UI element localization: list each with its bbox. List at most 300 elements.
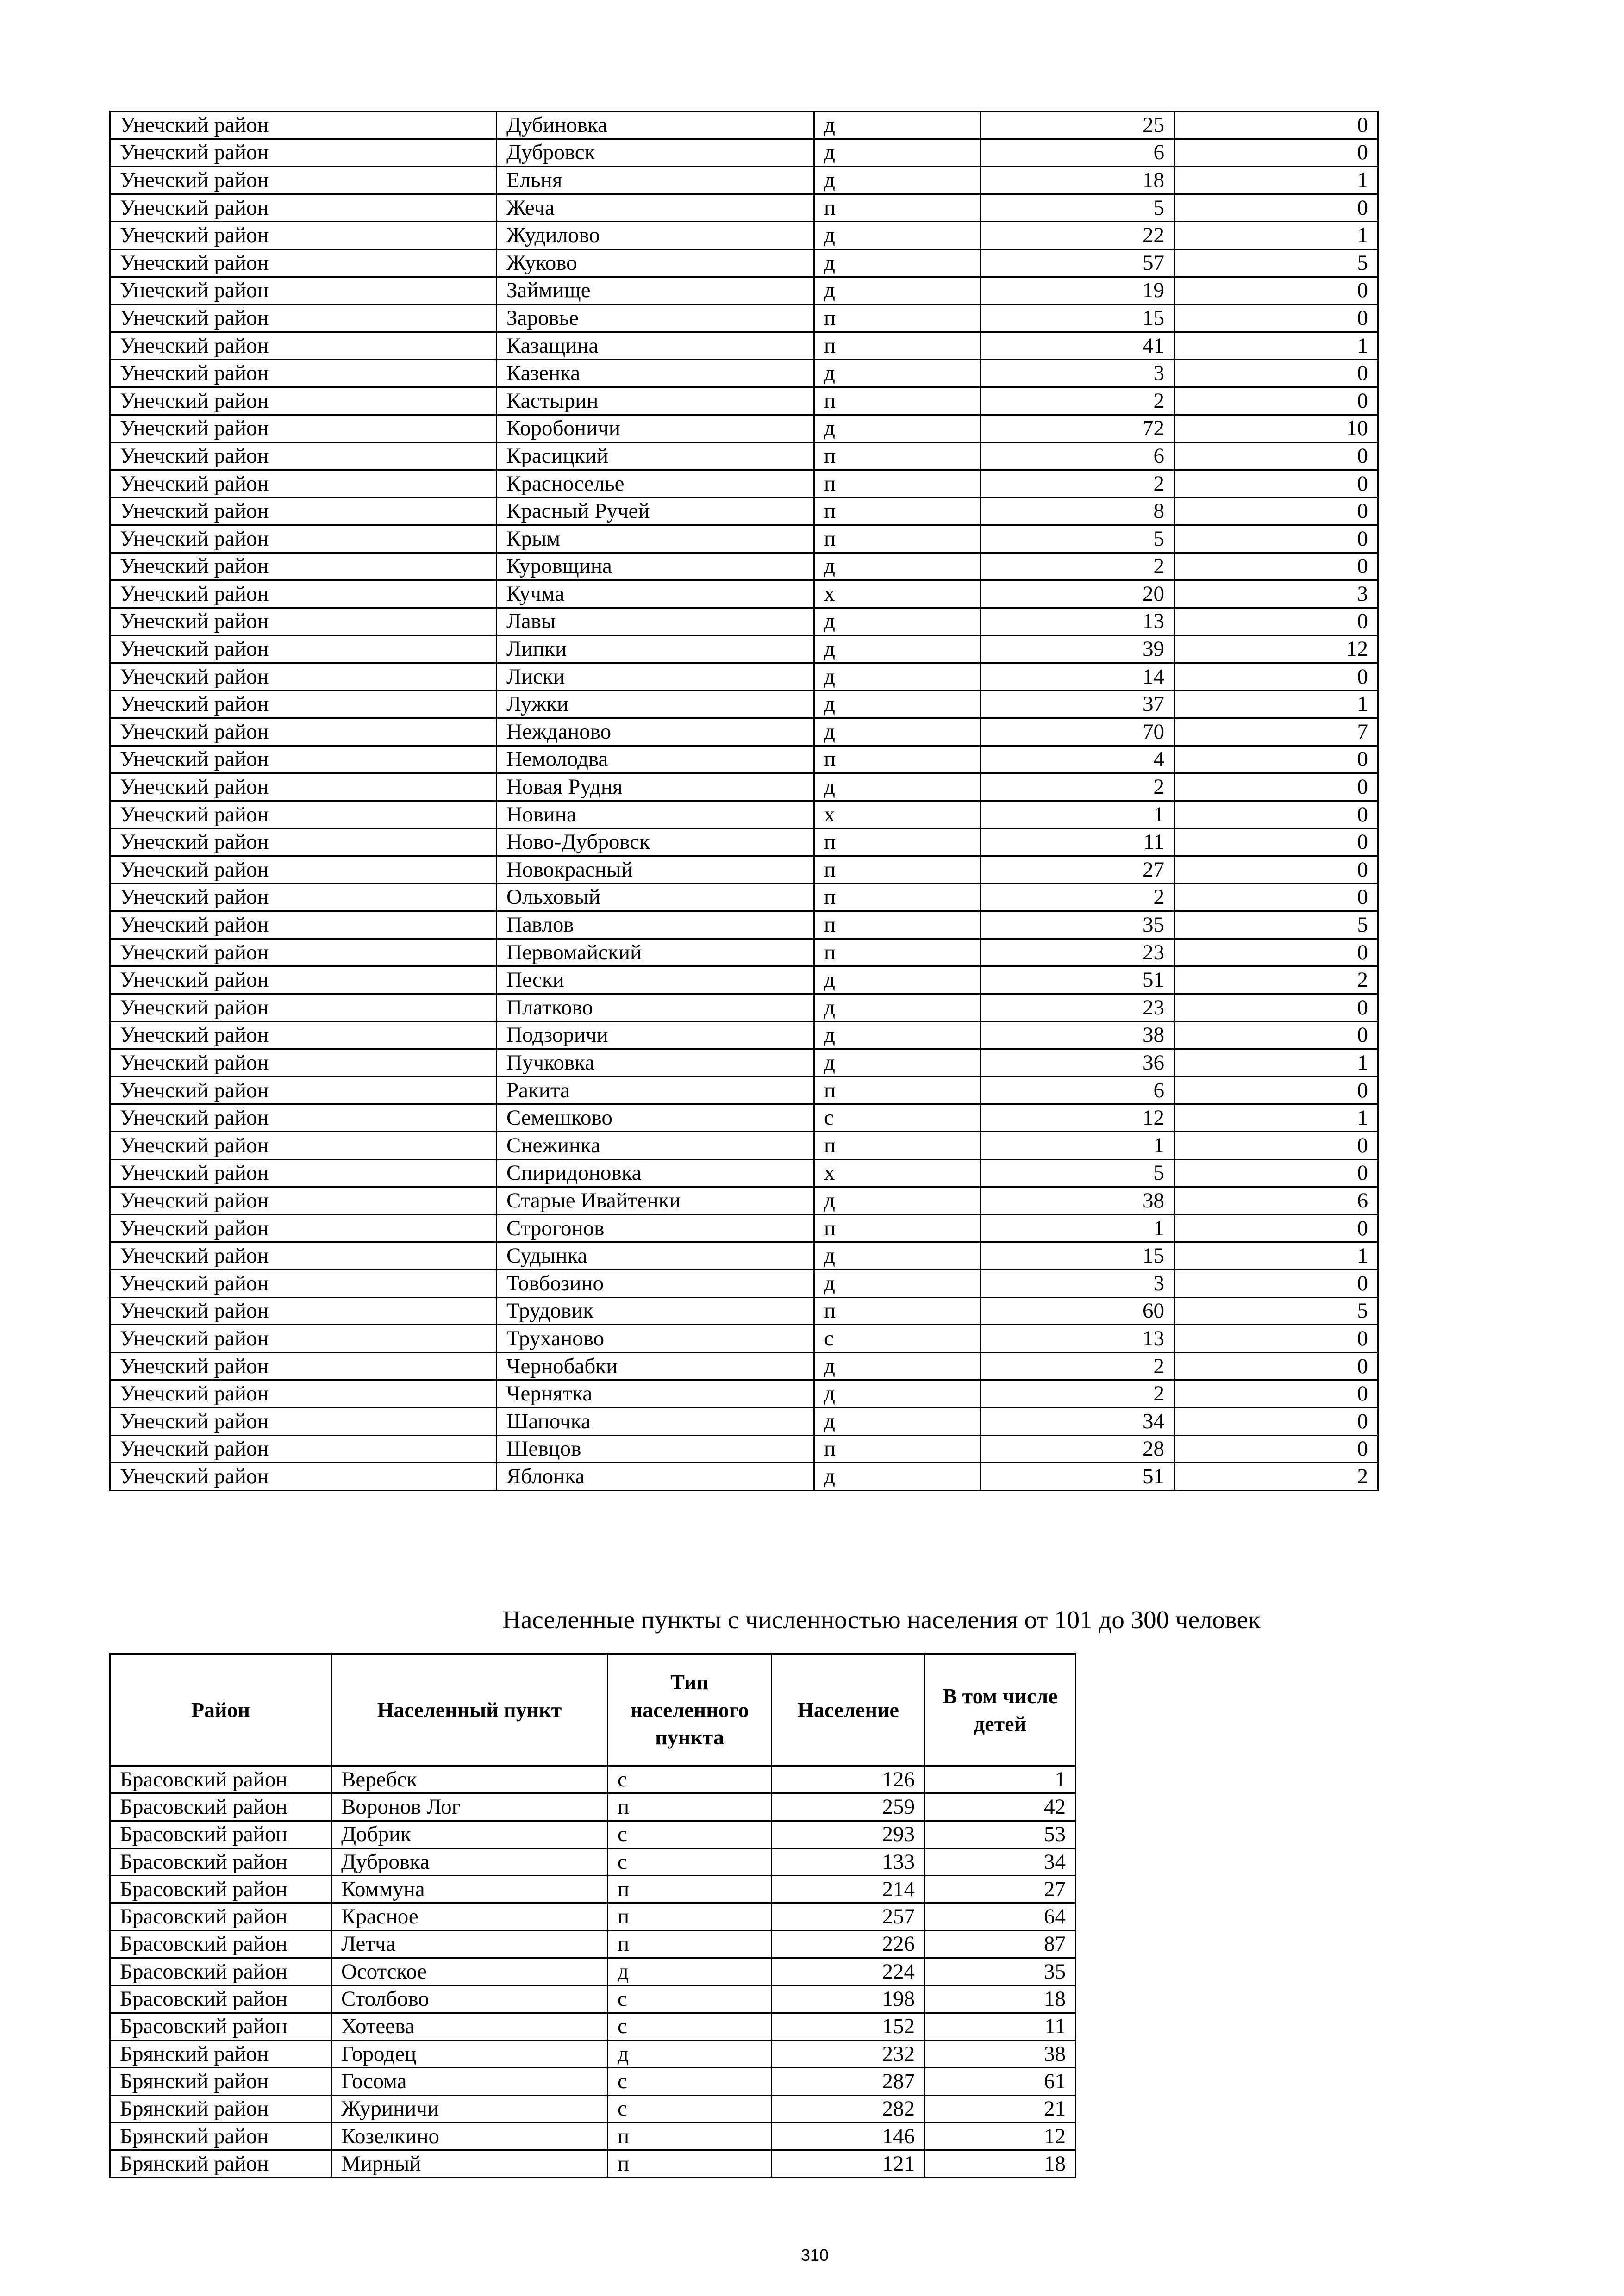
population-cell: 57 xyxy=(981,249,1174,277)
children-cell: 6 xyxy=(1174,1187,1378,1215)
column-header: Район xyxy=(110,1654,331,1766)
settlement-cell: Новокрасный xyxy=(497,856,814,884)
children-cell: 18 xyxy=(925,2150,1076,2178)
settlement-cell: Мирный xyxy=(331,2150,608,2178)
district-cell: Унечский район xyxy=(110,1132,497,1159)
type-cell: д xyxy=(814,691,981,718)
settlement-cell: Старые Ивайтенки xyxy=(497,1187,814,1215)
population-cell: 2 xyxy=(981,470,1174,498)
type-cell: д xyxy=(814,608,981,635)
children-cell: 12 xyxy=(925,2122,1076,2150)
district-cell: Унечский район xyxy=(110,553,497,580)
children-cell: 0 xyxy=(1174,994,1378,1022)
children-cell: 1 xyxy=(1174,691,1378,718)
population-cell: 2 xyxy=(981,387,1174,415)
type-cell: д xyxy=(814,1049,981,1077)
type-cell: п xyxy=(608,2122,772,2150)
table-row xyxy=(110,553,1378,580)
table-row xyxy=(110,1821,1076,1848)
settlement-cell: Липки xyxy=(497,635,814,663)
settlement-cell: Летча xyxy=(331,1930,608,1958)
population-cell: 23 xyxy=(981,994,1174,1022)
children-cell: 0 xyxy=(1174,1132,1378,1159)
type-cell: п xyxy=(608,1930,772,1958)
settlement-cell: Крым xyxy=(497,525,814,553)
children-cell: 7 xyxy=(1174,718,1378,746)
district-cell: Унечский район xyxy=(110,608,497,635)
type-cell: п xyxy=(814,1076,981,1104)
table-row xyxy=(110,1187,1378,1215)
district-cell: Брасовский район xyxy=(110,1848,331,1875)
children-cell: 53 xyxy=(925,1821,1076,1848)
settlement-cell: Госома xyxy=(331,2068,608,2095)
type-cell: п xyxy=(814,939,981,966)
population-cell: 15 xyxy=(981,305,1174,332)
district-cell: Унечский район xyxy=(110,387,497,415)
population-cell: 70 xyxy=(981,718,1174,746)
type-cell: д xyxy=(814,1463,981,1491)
type-cell: п xyxy=(814,911,981,939)
population-cell: 282 xyxy=(772,2095,925,2122)
type-cell: д xyxy=(814,1187,981,1215)
population-cell: 25 xyxy=(981,112,1174,139)
type-cell: п xyxy=(814,1297,981,1325)
district-cell: Брасовский район xyxy=(110,1958,331,1985)
settlement-cell: Хотеева xyxy=(331,2013,608,2040)
population-cell: 34 xyxy=(981,1407,1174,1435)
table-row xyxy=(110,1076,1378,1104)
population-cell: 1 xyxy=(981,801,1174,828)
district-cell: Унечский район xyxy=(110,1242,497,1270)
settlement-cell: Дубровск xyxy=(497,139,814,167)
settlements-table-101-300 xyxy=(109,1653,1076,2178)
type-cell: д xyxy=(814,167,981,194)
children-cell: 5 xyxy=(1174,911,1378,939)
district-cell: Унечский район xyxy=(110,139,497,167)
type-cell: п xyxy=(814,856,981,884)
district-cell: Унечский район xyxy=(110,939,497,966)
population-cell: 18 xyxy=(981,167,1174,194)
type-cell: п xyxy=(814,884,981,911)
table-row xyxy=(110,994,1378,1022)
population-cell: 22 xyxy=(981,222,1174,249)
table-row xyxy=(110,360,1378,387)
children-cell: 0 xyxy=(1174,663,1378,691)
table-row xyxy=(110,1297,1378,1325)
children-cell: 1 xyxy=(1174,1242,1378,1270)
type-cell: п xyxy=(608,2150,772,2178)
settlement-cell: Ельня xyxy=(497,167,814,194)
district-cell: Унечский район xyxy=(110,1049,497,1077)
type-cell: с xyxy=(814,1325,981,1353)
children-cell: 2 xyxy=(1174,1463,1378,1491)
children-cell: 0 xyxy=(1174,498,1378,525)
table-row xyxy=(110,194,1378,222)
settlement-cell: Ракита xyxy=(497,1076,814,1104)
children-cell: 10 xyxy=(1174,415,1378,442)
population-cell: 257 xyxy=(772,1903,925,1930)
children-cell: 0 xyxy=(1174,608,1378,635)
population-cell: 293 xyxy=(772,1821,925,1848)
table-row xyxy=(110,305,1378,332)
type-cell: х xyxy=(814,801,981,828)
type-cell: д xyxy=(814,1269,981,1297)
settlement-cell: Лужки xyxy=(497,691,814,718)
settlement-cell: Лиски xyxy=(497,663,814,691)
population-cell: 15 xyxy=(981,1242,1174,1270)
type-cell: д xyxy=(814,1380,981,1408)
table-row xyxy=(110,1214,1378,1242)
settlement-cell: Кучма xyxy=(497,580,814,608)
population-cell: 146 xyxy=(772,2122,925,2150)
settlement-cell: Ново-Дубровск xyxy=(497,828,814,856)
type-cell: д xyxy=(814,1021,981,1049)
settlement-cell: Чернобабки xyxy=(497,1352,814,1380)
settlement-cell: Красный Ручей xyxy=(497,498,814,525)
children-cell: 5 xyxy=(1174,1297,1378,1325)
population-cell: 226 xyxy=(772,1930,925,1958)
table-row xyxy=(110,884,1378,911)
children-cell: 0 xyxy=(1174,194,1378,222)
table-row xyxy=(110,1463,1378,1491)
children-cell: 0 xyxy=(1174,442,1378,470)
type-cell: д xyxy=(814,718,981,746)
population-cell: 38 xyxy=(981,1187,1174,1215)
table-row xyxy=(110,139,1378,167)
type-cell: п xyxy=(814,442,981,470)
type-cell: с xyxy=(608,2013,772,2040)
table-row xyxy=(110,939,1378,966)
settlement-cell: Осотское xyxy=(331,1958,608,1985)
table-row xyxy=(110,1021,1378,1049)
settlement-cell: Лавы xyxy=(497,608,814,635)
type-cell: п xyxy=(814,470,981,498)
table-row xyxy=(110,1407,1378,1435)
population-cell: 51 xyxy=(981,1463,1174,1491)
type-cell: с xyxy=(608,1821,772,1848)
population-cell: 72 xyxy=(981,415,1174,442)
settlement-cell: Строгонов xyxy=(497,1214,814,1242)
table-row xyxy=(110,635,1378,663)
population-cell: 2 xyxy=(981,773,1174,801)
type-cell: д xyxy=(814,663,981,691)
settlement-cell: Немолодва xyxy=(497,746,814,773)
children-cell: 1 xyxy=(925,1766,1076,1793)
type-cell: п xyxy=(608,1876,772,1903)
type-cell: с xyxy=(608,1766,772,1793)
district-cell: Унечский район xyxy=(110,828,497,856)
district-cell: Брянский район xyxy=(110,2150,331,2178)
type-cell: с xyxy=(608,2095,772,2122)
district-cell: Унечский район xyxy=(110,112,497,139)
district-cell: Унечский район xyxy=(110,1269,497,1297)
district-cell: Унечский район xyxy=(110,470,497,498)
table-row xyxy=(110,498,1378,525)
settlement-cell: Товбозино xyxy=(497,1269,814,1297)
children-cell: 0 xyxy=(1174,1159,1378,1187)
population-cell: 152 xyxy=(772,2013,925,2040)
children-cell: 35 xyxy=(925,1958,1076,1985)
table-row xyxy=(110,1766,1076,1793)
settlement-cell: Жудилово xyxy=(497,222,814,249)
children-cell: 3 xyxy=(1174,580,1378,608)
population-cell: 8 xyxy=(981,498,1174,525)
type-cell: п xyxy=(814,387,981,415)
settlement-cell: Журиничи xyxy=(331,2095,608,2122)
type-cell: д xyxy=(814,966,981,994)
table-row xyxy=(110,1159,1378,1187)
settlement-cell: Красицкий xyxy=(497,442,814,470)
settlement-cell: Нежданово xyxy=(497,718,814,746)
district-cell: Унечский район xyxy=(110,635,497,663)
district-cell: Брасовский район xyxy=(110,2013,331,2040)
district-cell: Унечский район xyxy=(110,305,497,332)
table-row xyxy=(110,1848,1076,1875)
table-row xyxy=(110,222,1378,249)
children-cell: 0 xyxy=(1174,525,1378,553)
district-cell: Брянский район xyxy=(110,2068,331,2095)
district-cell: Брасовский район xyxy=(110,1821,331,1848)
type-cell: п xyxy=(814,332,981,360)
children-cell: 1 xyxy=(1174,167,1378,194)
table-row xyxy=(110,718,1378,746)
population-cell: 19 xyxy=(981,277,1174,305)
children-cell: 0 xyxy=(1174,746,1378,773)
population-cell: 6 xyxy=(981,139,1174,167)
settlement-cell: Столбово xyxy=(331,1985,608,2013)
district-cell: Унечский район xyxy=(110,746,497,773)
children-cell: 0 xyxy=(1174,1076,1378,1104)
type-cell: п xyxy=(608,1903,772,1930)
district-cell: Унечский район xyxy=(110,856,497,884)
population-cell: 4 xyxy=(981,746,1174,773)
district-cell: Унечский район xyxy=(110,1325,497,1353)
column-header: Населенный пункт xyxy=(331,1654,608,1766)
district-cell: Унечский район xyxy=(110,1104,497,1132)
settlement-cell: Шевцов xyxy=(497,1435,814,1463)
children-cell: 0 xyxy=(1174,939,1378,966)
table-row xyxy=(110,801,1378,828)
population-cell: 287 xyxy=(772,2068,925,2095)
population-cell: 133 xyxy=(772,1848,925,1875)
table-row xyxy=(110,525,1378,553)
district-cell: Унечский район xyxy=(110,194,497,222)
type-cell: д xyxy=(814,360,981,387)
population-cell: 259 xyxy=(772,1793,925,1821)
type-cell: п xyxy=(814,525,981,553)
table-row xyxy=(110,1876,1076,1903)
table-row xyxy=(110,1104,1378,1132)
children-cell: 0 xyxy=(1174,1352,1378,1380)
table-row xyxy=(110,1930,1076,1958)
type-cell: п xyxy=(608,1793,772,1821)
children-cell: 1 xyxy=(1174,1049,1378,1077)
children-cell: 0 xyxy=(1174,470,1378,498)
children-cell: 0 xyxy=(1174,553,1378,580)
population-cell: 13 xyxy=(981,608,1174,635)
type-cell: с xyxy=(608,1848,772,1875)
page-number: 310 xyxy=(801,2246,829,2265)
type-cell: д xyxy=(814,112,981,139)
table-row xyxy=(110,442,1378,470)
section-title: Населенные пункты с численностью населения от 101 до 300 человек xyxy=(502,1605,1261,1634)
type-cell: д xyxy=(608,1958,772,1985)
table-row xyxy=(110,1958,1076,1985)
type-cell: д xyxy=(814,1242,981,1270)
type-cell: д xyxy=(608,2040,772,2067)
table-row xyxy=(110,2068,1076,2095)
population-cell: 41 xyxy=(981,332,1174,360)
table-row xyxy=(110,1242,1378,1270)
district-cell: Брянский район xyxy=(110,2095,331,2122)
table-row xyxy=(110,691,1378,718)
population-cell: 1 xyxy=(981,1132,1174,1159)
district-cell: Унечский район xyxy=(110,911,497,939)
population-cell: 36 xyxy=(981,1049,1174,1077)
table-row xyxy=(110,1049,1378,1077)
settlement-cell: Козелкино xyxy=(331,2122,608,2150)
children-cell: 27 xyxy=(925,1876,1076,1903)
district-cell: Унечский район xyxy=(110,1463,497,1491)
district-cell: Брасовский район xyxy=(110,1876,331,1903)
district-cell: Брасовский район xyxy=(110,1930,331,1958)
population-cell: 12 xyxy=(981,1104,1174,1132)
district-cell: Брасовский район xyxy=(110,1985,331,2013)
district-cell: Унечский район xyxy=(110,966,497,994)
table-row xyxy=(110,1435,1378,1463)
children-cell: 0 xyxy=(1174,1214,1378,1242)
population-cell: 20 xyxy=(981,580,1174,608)
children-cell: 11 xyxy=(925,2013,1076,2040)
population-cell: 198 xyxy=(772,1985,925,2013)
district-cell: Унечский район xyxy=(110,691,497,718)
table-header-row xyxy=(110,1654,1076,1766)
population-cell: 37 xyxy=(981,691,1174,718)
type-cell: п xyxy=(814,1435,981,1463)
type-cell: с xyxy=(814,1104,981,1132)
settlement-cell: Труханово xyxy=(497,1325,814,1353)
population-cell: 2 xyxy=(981,884,1174,911)
district-cell: Унечский район xyxy=(110,1297,497,1325)
type-cell: п xyxy=(814,498,981,525)
type-cell: д xyxy=(814,635,981,663)
settlement-cell: Кастырин xyxy=(497,387,814,415)
type-cell: п xyxy=(814,828,981,856)
settlement-cell: Жуково xyxy=(497,249,814,277)
population-cell: 3 xyxy=(981,360,1174,387)
type-cell: д xyxy=(814,415,981,442)
district-cell: Унечский район xyxy=(110,498,497,525)
children-cell: 0 xyxy=(1174,1325,1378,1353)
children-cell: 2 xyxy=(1174,966,1378,994)
settlement-cell: Дубиновка xyxy=(497,112,814,139)
district-cell: Брасовский район xyxy=(110,1793,331,1821)
children-cell: 0 xyxy=(1174,387,1378,415)
children-cell: 42 xyxy=(925,1793,1076,1821)
settlement-cell: Жеча xyxy=(497,194,814,222)
population-cell: 13 xyxy=(981,1325,1174,1353)
settlement-cell: Красноселье xyxy=(497,470,814,498)
settlement-cell: Снежинка xyxy=(497,1132,814,1159)
settlement-cell: Шапочка xyxy=(497,1407,814,1435)
children-cell: 18 xyxy=(925,1985,1076,2013)
population-cell: 6 xyxy=(981,442,1174,470)
district-cell: Унечский район xyxy=(110,1076,497,1104)
district-cell: Унечский район xyxy=(110,1187,497,1215)
population-cell: 14 xyxy=(981,663,1174,691)
population-cell: 39 xyxy=(981,635,1174,663)
table-row xyxy=(110,828,1378,856)
type-cell: д xyxy=(814,222,981,249)
table-row xyxy=(110,387,1378,415)
table-row xyxy=(110,2095,1076,2122)
settlement-cell: Коробоничи xyxy=(497,415,814,442)
table-row xyxy=(110,773,1378,801)
settlements-table-continued xyxy=(109,111,1379,1491)
table-row xyxy=(110,332,1378,360)
children-cell: 0 xyxy=(1174,139,1378,167)
population-cell: 38 xyxy=(981,1021,1174,1049)
settlement-cell: Городец xyxy=(331,2040,608,2067)
district-cell: Унечский район xyxy=(110,663,497,691)
children-cell: 0 xyxy=(1174,305,1378,332)
population-cell: 126 xyxy=(772,1766,925,1793)
table-row xyxy=(110,1325,1378,1353)
type-cell: с xyxy=(608,1985,772,2013)
settlement-cell: Красное xyxy=(331,1903,608,1930)
table-row xyxy=(110,470,1378,498)
population-cell: 232 xyxy=(772,2040,925,2067)
table-row xyxy=(110,1985,1076,2013)
table-row xyxy=(110,1352,1378,1380)
settlement-cell: Подзоричи xyxy=(497,1021,814,1049)
settlement-cell: Судынка xyxy=(497,1242,814,1270)
settlement-cell: Трудовик xyxy=(497,1297,814,1325)
population-cell: 11 xyxy=(981,828,1174,856)
district-cell: Унечский район xyxy=(110,1407,497,1435)
population-cell: 2 xyxy=(981,1380,1174,1408)
type-cell: д xyxy=(814,994,981,1022)
population-cell: 27 xyxy=(981,856,1174,884)
children-cell: 0 xyxy=(1174,1435,1378,1463)
settlement-cell: Казенка xyxy=(497,360,814,387)
type-cell: х xyxy=(814,580,981,608)
children-cell: 5 xyxy=(1174,249,1378,277)
district-cell: Брянский район xyxy=(110,2040,331,2067)
table-row xyxy=(110,856,1378,884)
settlement-cell: Добрик xyxy=(331,1821,608,1848)
settlement-cell: Коммуна xyxy=(331,1876,608,1903)
settlement-cell: Пучковка xyxy=(497,1049,814,1077)
district-cell: Унечский район xyxy=(110,1435,497,1463)
children-cell: 21 xyxy=(925,2095,1076,2122)
district-cell: Унечский район xyxy=(110,415,497,442)
population-cell: 35 xyxy=(981,911,1174,939)
table-row xyxy=(110,277,1378,305)
district-cell: Унечский район xyxy=(110,1352,497,1380)
children-cell: 0 xyxy=(1174,1269,1378,1297)
table-row xyxy=(110,167,1378,194)
district-cell: Унечский район xyxy=(110,884,497,911)
district-cell: Унечский район xyxy=(110,718,497,746)
type-cell: х xyxy=(814,1159,981,1187)
population-cell: 28 xyxy=(981,1435,1174,1463)
district-cell: Унечский район xyxy=(110,167,497,194)
column-header: Население xyxy=(772,1654,925,1766)
settlement-cell: Спиридоновка xyxy=(497,1159,814,1187)
district-cell: Унечский район xyxy=(110,525,497,553)
district-cell: Унечский район xyxy=(110,580,497,608)
